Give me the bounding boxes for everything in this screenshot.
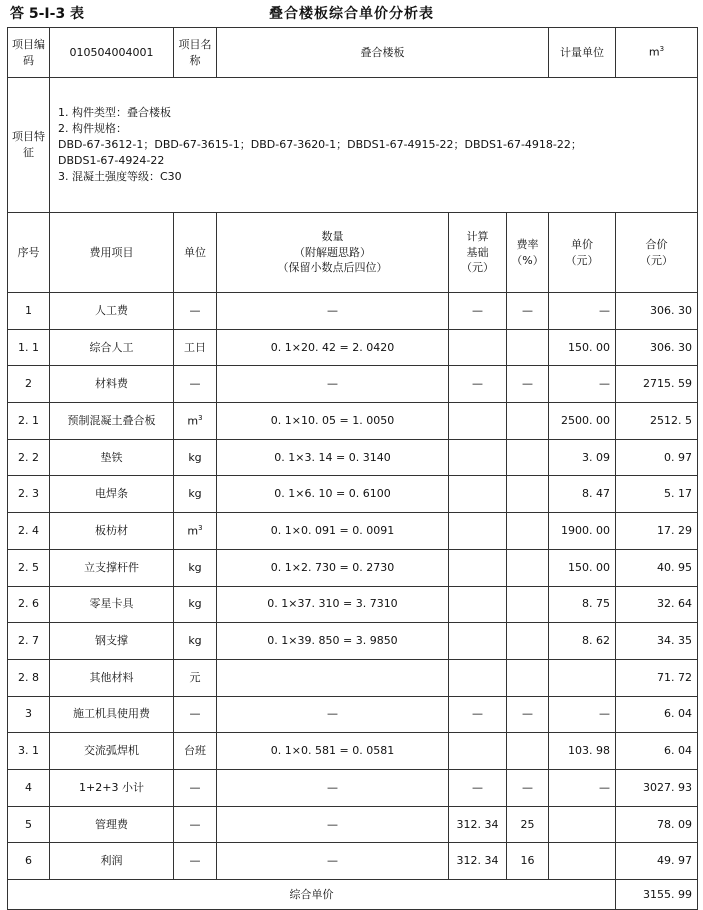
- cell-total: 3027. 93: [616, 769, 698, 806]
- col-total-line: 合价: [645, 237, 668, 251]
- cell-price: [549, 806, 616, 843]
- cell-total: 34. 35: [616, 623, 698, 660]
- table-row: [8, 476, 698, 513]
- table-row: [8, 733, 698, 770]
- col-base-line: 基础: [466, 245, 489, 259]
- cell-total: 5. 17: [616, 476, 698, 513]
- col-base-line: （元）: [461, 261, 494, 275]
- cell-item: 预制混凝土叠合板: [50, 403, 174, 440]
- cell-unit: —: [174, 806, 217, 843]
- cell-base: [449, 403, 507, 440]
- cell-total: 71. 72: [616, 659, 698, 696]
- cell-seq: 2. 7: [8, 623, 50, 660]
- table-row: [8, 696, 698, 733]
- table-row: [8, 659, 698, 696]
- cell-unit-sup: 3: [198, 413, 203, 422]
- features-label: 项目特征: [8, 78, 50, 213]
- cell-seq: 3. 1: [8, 733, 50, 770]
- cell-base: [449, 733, 507, 770]
- cell-rate: —: [507, 769, 549, 806]
- cell-rate: [507, 513, 549, 550]
- cell-price: 103. 98: [549, 733, 616, 770]
- cell-item: 利润: [50, 843, 174, 880]
- cell-base: [449, 586, 507, 623]
- cell-unit: —: [174, 843, 217, 880]
- cell-unit-base: m: [187, 414, 199, 428]
- cell-total: 40. 95: [616, 549, 698, 586]
- col-rate-line: （%）: [511, 253, 544, 267]
- cell-seq: 2. 1: [8, 403, 50, 440]
- cell-qty: 0. 1×6. 10 = 0. 6100: [217, 476, 449, 513]
- cell-seq: 1. 1: [8, 329, 50, 366]
- cell-qty: —: [217, 696, 449, 733]
- cell-qty: 0. 1×10. 05 = 1. 0050: [217, 403, 449, 440]
- col-seq: 序号: [8, 213, 50, 293]
- cell-rate: [507, 586, 549, 623]
- cell-base: [449, 623, 507, 660]
- cell-rate: —: [507, 293, 549, 330]
- cell-qty: 0. 1×2. 730 = 0. 2730: [217, 549, 449, 586]
- col-total: [616, 213, 698, 293]
- cell-unit: 台班: [174, 733, 217, 770]
- feature-line: 3. 混凝土强度等级：C30: [58, 169, 182, 183]
- table-number: 答 5-Ⅰ-3 表: [10, 6, 85, 22]
- cell-unit: kg: [174, 623, 217, 660]
- cell-total: 0. 97: [616, 439, 698, 476]
- table-title: 叠合楼板综合单价分析表: [269, 6, 434, 22]
- table-row: [8, 403, 698, 440]
- column-header-row: [8, 213, 698, 293]
- unit-label: 计量单位: [549, 28, 616, 78]
- cell-base: [449, 659, 507, 696]
- cell-total: 306. 30: [616, 329, 698, 366]
- cell-unit-base: m: [187, 524, 199, 538]
- cell-qty: 0. 1×0. 581 = 0. 0581: [217, 733, 449, 770]
- unit-value-base: m: [648, 45, 660, 59]
- table-row: [8, 769, 698, 806]
- feature-line: DBDS1-67-4924-22: [58, 153, 165, 167]
- cell-seq: 2: [8, 366, 50, 403]
- col-item: 费用项目: [50, 213, 174, 293]
- cell-item: 立支撑杆件: [50, 549, 174, 586]
- cell-rate: —: [507, 366, 549, 403]
- cell-unit: [174, 403, 217, 440]
- table-row: [8, 623, 698, 660]
- cell-total: 32. 64: [616, 586, 698, 623]
- cell-unit: —: [174, 696, 217, 733]
- table-row: [8, 843, 698, 880]
- table-row: [8, 586, 698, 623]
- cell-rate: [507, 733, 549, 770]
- cell-unit: kg: [174, 439, 217, 476]
- cell-seq: 2. 5: [8, 549, 50, 586]
- cell-unit: kg: [174, 586, 217, 623]
- code-row: [8, 28, 698, 78]
- cell-price: 8. 62: [549, 623, 616, 660]
- cell-item: 其他材料: [50, 659, 174, 696]
- col-qty-line: （附解题思路）: [294, 245, 371, 259]
- cell-qty: —: [217, 843, 449, 880]
- cell-total: 2715. 59: [616, 366, 698, 403]
- cell-rate: [507, 439, 549, 476]
- cell-item: 垫铁: [50, 439, 174, 476]
- features-row: [8, 78, 698, 213]
- cell-item: 材料费: [50, 366, 174, 403]
- cell-unit: —: [174, 769, 217, 806]
- features-text: [50, 78, 698, 213]
- cell-rate: [507, 476, 549, 513]
- table-row: [8, 366, 698, 403]
- col-unit: 单位: [174, 213, 217, 293]
- summary-value: 3155. 99: [616, 880, 698, 910]
- cell-base: —: [449, 696, 507, 733]
- table-row: [8, 549, 698, 586]
- cell-rate: [507, 403, 549, 440]
- table-row: [8, 806, 698, 843]
- col-qty-line: （保留小数点后四位）: [277, 261, 388, 275]
- cell-unit: kg: [174, 476, 217, 513]
- unit-value: [616, 28, 698, 78]
- name-value: 叠合楼板: [217, 28, 549, 78]
- cell-item: 零星卡具: [50, 586, 174, 623]
- cell-seq: 6: [8, 843, 50, 880]
- cell-price: 150. 00: [549, 549, 616, 586]
- cell-qty: 0. 1×0. 091 = 0. 0091: [217, 513, 449, 550]
- table-row: [8, 293, 698, 330]
- cell-price: —: [549, 696, 616, 733]
- cell-price: —: [549, 293, 616, 330]
- col-price-line: （元）: [565, 253, 599, 267]
- cell-qty: —: [217, 366, 449, 403]
- cell-total: 17. 29: [616, 513, 698, 550]
- cell-unit: 元: [174, 659, 217, 696]
- table-row: [8, 513, 698, 550]
- col-base-line: 计算: [466, 229, 489, 243]
- cell-price: [549, 659, 616, 696]
- cell-seq: 2. 3: [8, 476, 50, 513]
- cell-rate: —: [507, 696, 549, 733]
- cell-unit: —: [174, 366, 217, 403]
- cell-unit: [174, 513, 217, 550]
- cell-item: 施工机具使用费: [50, 696, 174, 733]
- cell-base: [449, 439, 507, 476]
- cell-unit-sup: 3: [198, 523, 203, 532]
- cell-rate: 25: [507, 806, 549, 843]
- cell-item: 人工费: [50, 293, 174, 330]
- col-price-line: 单价: [571, 237, 594, 251]
- cell-seq: 1: [8, 293, 50, 330]
- cell-base: [449, 476, 507, 513]
- cell-qty: —: [217, 806, 449, 843]
- cell-rate: [507, 623, 549, 660]
- cell-item: 管理费: [50, 806, 174, 843]
- col-qty: [217, 213, 449, 293]
- code-label: 项目编码: [8, 28, 50, 78]
- cell-base: [449, 549, 507, 586]
- cell-seq: 5: [8, 806, 50, 843]
- cell-base: [449, 513, 507, 550]
- table-row: [8, 329, 698, 366]
- table-header: [0, 0, 703, 24]
- cell-price: 3. 09: [549, 439, 616, 476]
- code-value: 010504004001: [50, 28, 174, 78]
- cell-total: 306. 30: [616, 293, 698, 330]
- feature-line: 1. 构件类型：叠合楼板: [58, 106, 171, 120]
- cell-base: 312. 34: [449, 806, 507, 843]
- cell-base: —: [449, 293, 507, 330]
- cell-qty: —: [217, 293, 449, 330]
- unit-price-analysis-table: [7, 27, 698, 910]
- cell-unit: kg: [174, 549, 217, 586]
- cell-qty: 0. 1×39. 850 = 3. 9850: [217, 623, 449, 660]
- cell-rate: 16: [507, 843, 549, 880]
- cell-seq: 2. 8: [8, 659, 50, 696]
- cell-item: 钢支撑: [50, 623, 174, 660]
- col-price: [549, 213, 616, 293]
- cell-item: 板枋材: [50, 513, 174, 550]
- summary-row: [8, 880, 698, 910]
- cell-price: 2500. 00: [549, 403, 616, 440]
- table-body: [8, 28, 698, 910]
- col-total-line: （元）: [640, 253, 674, 267]
- cell-price: —: [549, 769, 616, 806]
- name-label: 项目名称: [174, 28, 217, 78]
- feature-line: DBD-67-3612-1；DBD-67-3615-1；DBD-67-3620-1；DBDS1-67-4915-22；DBDS1-67-4918-22；: [58, 138, 582, 152]
- cell-seq: 4: [8, 769, 50, 806]
- cell-qty: —: [217, 769, 449, 806]
- feature-line: 2. 构件规格：: [58, 122, 127, 136]
- cell-rate: [507, 329, 549, 366]
- cell-base: [449, 329, 507, 366]
- cell-base: 312. 34: [449, 843, 507, 880]
- cell-rate: [507, 549, 549, 586]
- cell-seq: 2. 4: [8, 513, 50, 550]
- summary-label: 综合单价: [8, 880, 616, 910]
- cell-total: 2512. 5: [616, 403, 698, 440]
- cell-qty: [217, 659, 449, 696]
- cell-item: 综合人工: [50, 329, 174, 366]
- unit-value-sup: 3: [659, 45, 665, 54]
- cell-rate: [507, 659, 549, 696]
- col-rate-line: 费率: [516, 237, 539, 251]
- cell-total: 6. 04: [616, 696, 698, 733]
- cell-item: 电焊条: [50, 476, 174, 513]
- cell-price: 150. 00: [549, 329, 616, 366]
- cell-qty: 0. 1×37. 310 = 3. 7310: [217, 586, 449, 623]
- cell-price: —: [549, 366, 616, 403]
- cell-price: 1900. 00: [549, 513, 616, 550]
- cell-seq: 2. 2: [8, 439, 50, 476]
- cell-unit: —: [174, 293, 217, 330]
- table-row: [8, 439, 698, 476]
- cell-qty: 0. 1×3. 14 = 0. 3140: [217, 439, 449, 476]
- cell-seq: 2. 6: [8, 586, 50, 623]
- cell-price: 8. 47: [549, 476, 616, 513]
- cell-base: —: [449, 769, 507, 806]
- cell-unit: 工日: [174, 329, 217, 366]
- cell-total: 6. 04: [616, 733, 698, 770]
- cell-base: —: [449, 366, 507, 403]
- cell-item: 1+2+3 小计: [50, 769, 174, 806]
- cell-item: 交流弧焊机: [50, 733, 174, 770]
- cell-total: 49. 97: [616, 843, 698, 880]
- cell-qty: 0. 1×20. 42 = 2. 0420: [217, 329, 449, 366]
- col-base: [449, 213, 507, 293]
- cell-price: 8. 75: [549, 586, 616, 623]
- col-qty-line: 数量: [321, 229, 344, 243]
- col-rate: [507, 213, 549, 293]
- cell-seq: 3: [8, 696, 50, 733]
- cell-total: 78. 09: [616, 806, 698, 843]
- cell-price: [549, 843, 616, 880]
